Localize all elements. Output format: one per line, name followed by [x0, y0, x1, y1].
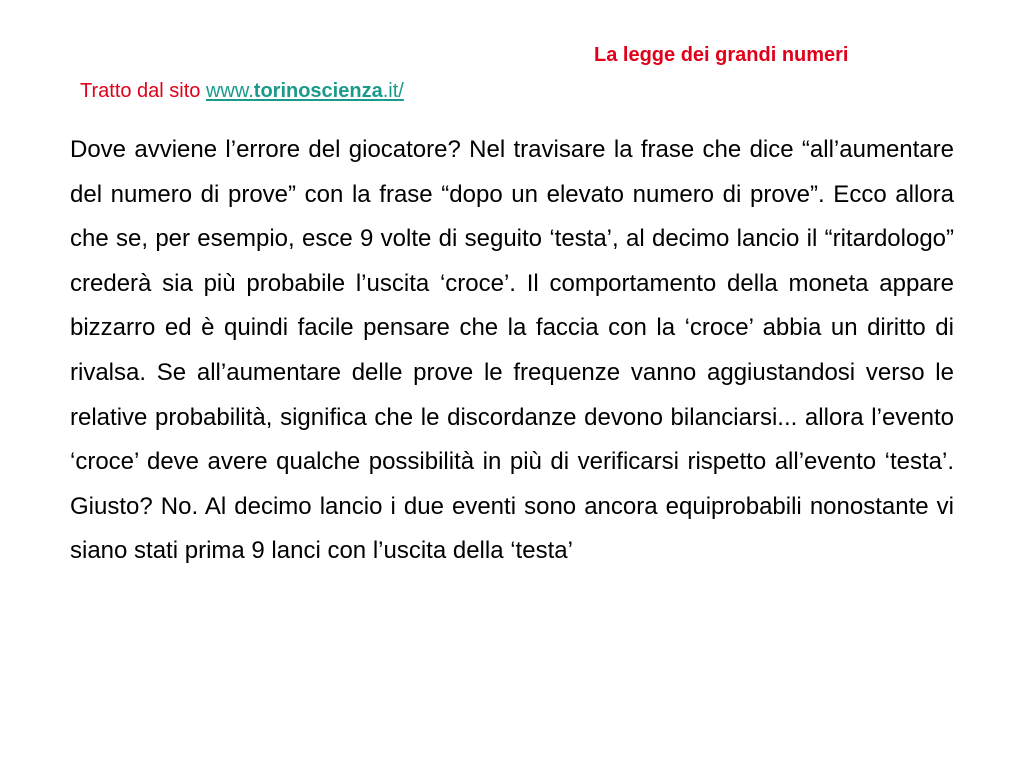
source-link-domain: torinoscienza	[253, 80, 383, 102]
slide-title: La legge dei grandi numeri	[594, 44, 849, 66]
source-link[interactable]	[206, 80, 404, 102]
body-paragraph: Dove avviene l’errore del giocatore? Nel travisare la frase che dice “all’aumentare del numero di prove” con la frase “dopo un elevato numero di prove”. Ecco allora che se, per esempio, esce 9 volte di seguito ‘testa’, al decimo lancio il “ritardologo” crederà sia più probabile l’uscita ‘croce’. Il comportamento della moneta appare bizzarro ed è quindi facile pensare che la faccia con la ‘croce’ abbia un diritto di rivalsa. Se all’aumentare delle prove le frequenze vanno aggiustandosi verso le relative probabilità, significa che le discordanze devono bilanciarsi... allora l’evento ‘croce’ deve avere qualche possibilità in più di verificarsi rispetto all’evento ‘testa’. Giusto? No. Al decimo lancio i due eventi sono ancora equiprobabili nonostante vi siano stati prima 9 lanci con l’uscita della ‘testa’	[70, 136, 954, 565]
source-prefix: Tratto dal sito	[80, 80, 206, 102]
source-link-prefix: www.	[205, 80, 254, 102]
source-attribution	[80, 80, 404, 103]
source-link-suffix: .it/	[382, 80, 404, 102]
